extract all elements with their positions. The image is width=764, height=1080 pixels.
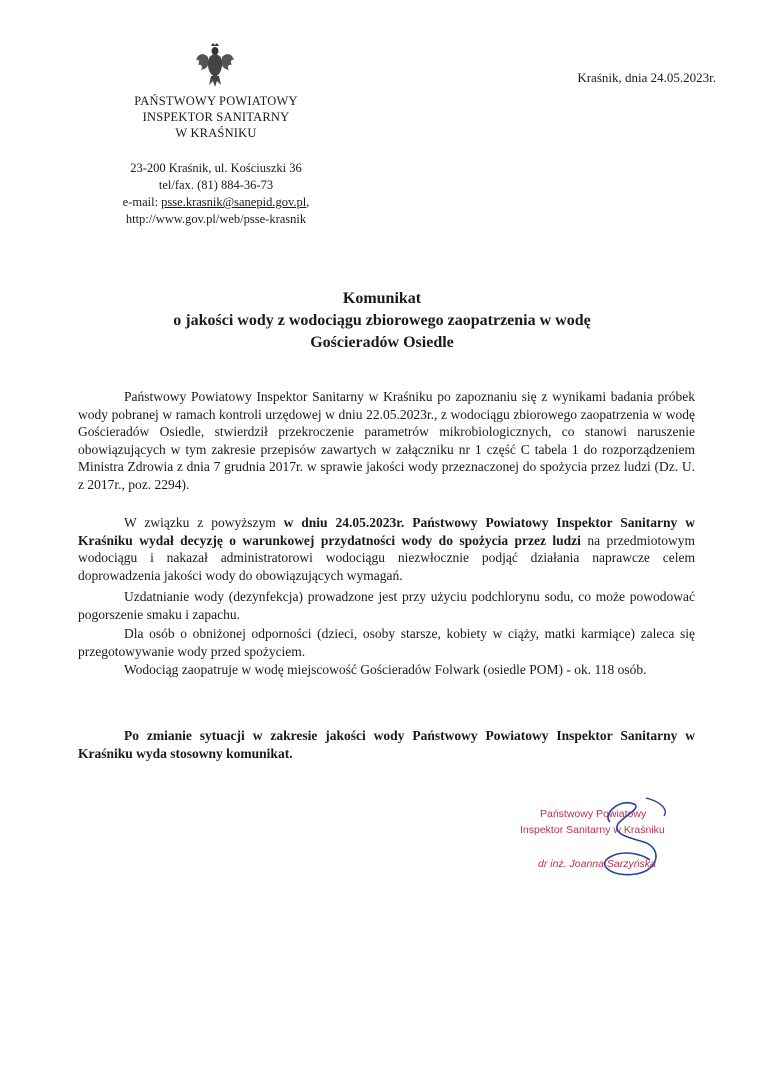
decision-rest: na przedmiotowym wodociągu i nakazał administratorowi wodociągu niezwłocznie podjąć działania naprawcze celem doprowadzenia jakości wody do obowiązujących wymagań. (78, 532, 695, 583)
signature-icon (572, 794, 692, 884)
official-stamp (512, 800, 712, 890)
stamp-name: dr inż. Joanna Sarzyńska (538, 858, 656, 870)
eagle-emblem-icon (195, 42, 235, 88)
office-name-line3: W KRAŚNIKU (175, 126, 257, 140)
office-name-line1: PAŃSTWOWY POWIATOWY (134, 94, 298, 108)
stamp-line1: Państwowy Powiatowy (540, 808, 647, 820)
title-line1: Komunikat (342, 290, 422, 307)
decision-bold: w dniu 24.05.2023r. Państwowy Powiatowy Inspektor Sanitarny w Kraśniku wydał decyzję o warunkowej przydatności wody do spożycia przez ludzi (78, 515, 695, 548)
paragraph-findings: Państwowy Powiatowy Inspektor Sanitarny w Kraśniku po zapoznaniu się z wynikami badania próbek wody pobranej w ramach kontroli urzędowej w dniu 22.05.2023r., z wodociągu zbiorowego zaopatrzenia w wodę Gościeradów Osiedle, stwierdził przekroczenie parametrów mikrobiologicznych, co stanowi naruszenie obowiązujących w tym zakresie przepisów zawartych w załączniku nr 1 część C tabela 1 do rozporządzeniem Ministra Zdrowia z dnia 7 grudnia 2017r. w sprawie jakości wody przeznaczonej do spożycia przez ludzi (Dz. U. z 2017r., poz. 2294). (78, 389, 695, 492)
paragraph-closing: Po zmianie sytuacji w zakresie jakości wody Państwowy Powiatowy Inspektor Sanitarny w Kraśniku wyda stosowny komunikat. (78, 728, 695, 761)
office-name-line2: INSPEKTOR SANITARNY (142, 110, 290, 124)
paragraph-decision (78, 514, 695, 584)
office-address: 23-200 Kraśnik, ul. Kościuszki 36 (130, 161, 302, 175)
office-phone: tel/fax. (81) 884-36-73 (158, 178, 274, 192)
website-link[interactable]: http://www.gov.pl/web/psse-krasnik (125, 212, 307, 226)
email-link[interactable]: psse.krasnik@sanepid.gov.pl (161, 195, 307, 209)
document-date: Kraśnik, dnia 24.05.2023r. (577, 70, 716, 85)
stamp-line2: Inspektor Sanitarny w Kraśniku (520, 824, 665, 836)
title-line3: Gościeradów Osiedle (310, 334, 454, 351)
paragraph-advice: Dla osób o obniżonej odporności (dzieci, osoby starsze, kobiety w ciąży, matki karmiące) zaleca się przegotowywanie wody przed spożyciem. (78, 626, 695, 659)
office-email-line (100, 194, 332, 211)
email-suffix: , (306, 195, 310, 209)
title-line2: o jakości wody z wodociągu zbiorowego zaopatrzenia w wodę (173, 312, 591, 329)
decision-intro: W związku z powyższym (124, 515, 284, 530)
email-label: e-mail: (122, 195, 162, 209)
paragraph-disinfection: Uzdatnianie wody (dezynfekcja) prowadzone jest przy użyciu podchlorynu sodu, co może powodować pogorszenie smaku i zapachu. (78, 589, 695, 622)
paragraph-supply: Wodociąg zaopatruje w wodę miejscowość Gościeradów Folwark (osiedle POM) - ok. 118 osób. (124, 662, 647, 677)
